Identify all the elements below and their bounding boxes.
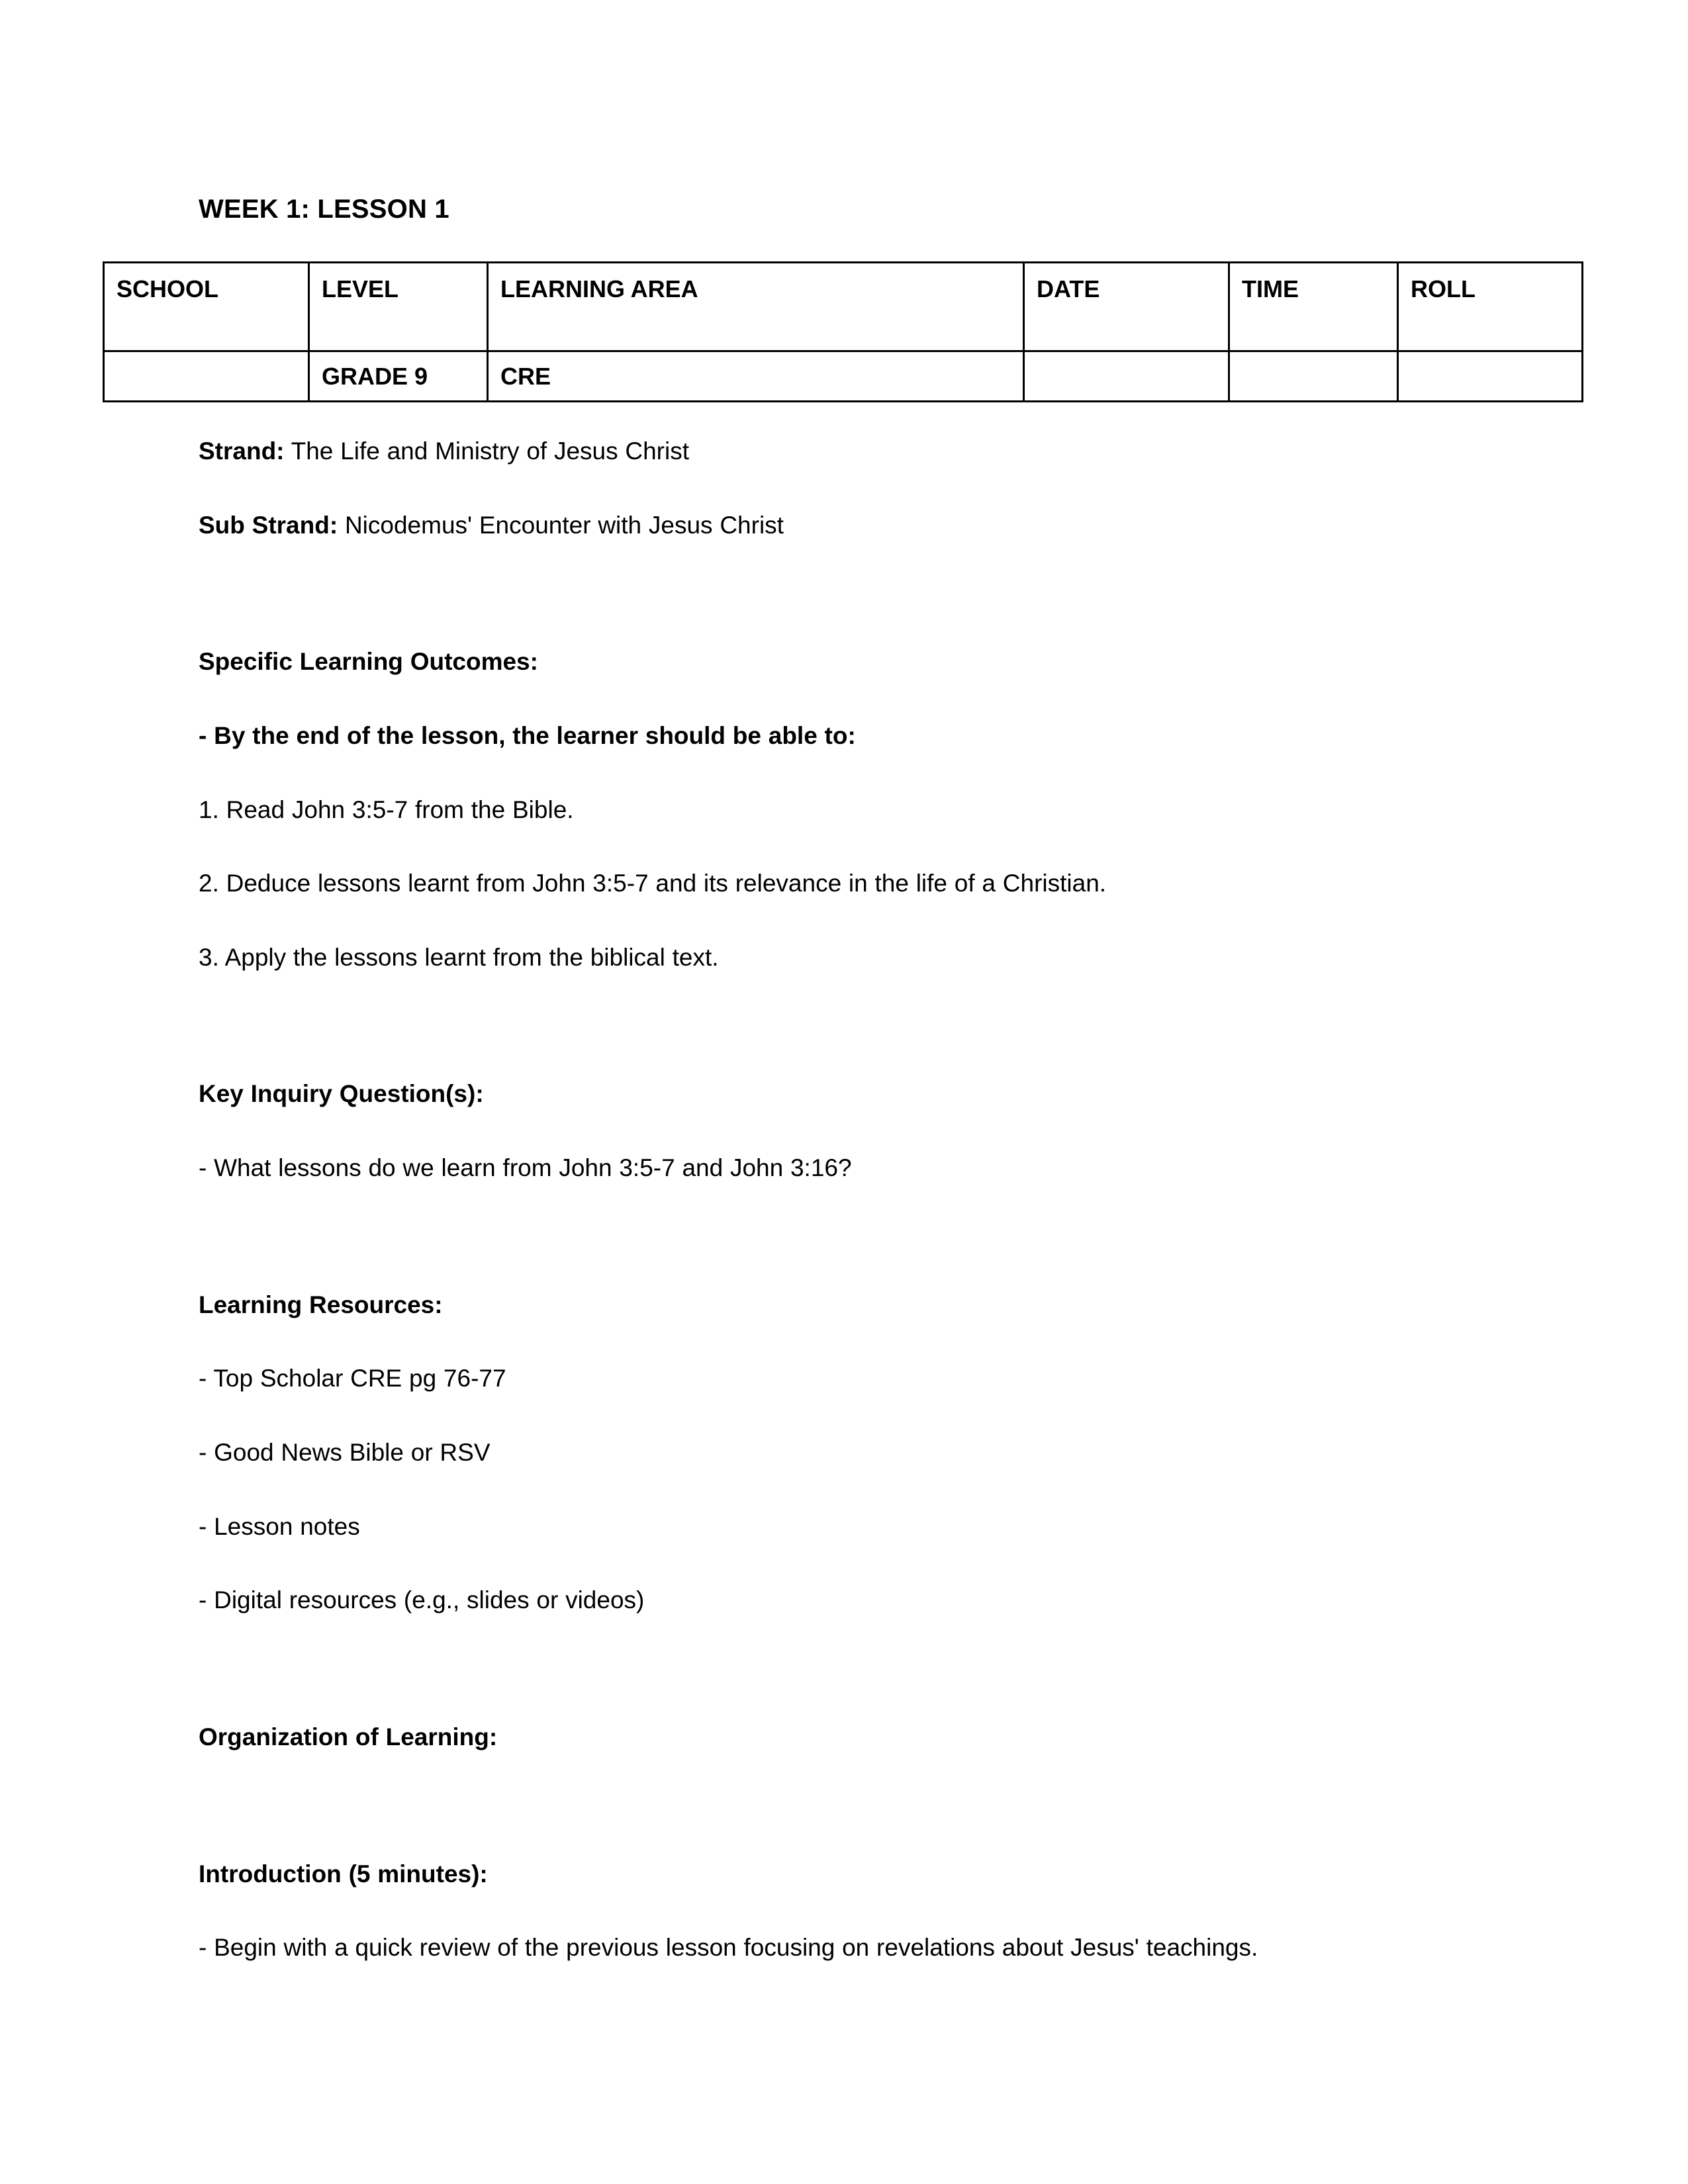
learning-outcomes-heading: Specific Learning Outcomes: (199, 648, 538, 676)
table-row (104, 351, 1583, 402)
introduction-heading: Introduction (5 minutes): (199, 1860, 488, 1888)
learning-resource-item: - Top Scholar CRE pg 76-77 (199, 1365, 506, 1392)
section-spacer (199, 1013, 1523, 1076)
page-title: WEEK 1: LESSON 1 (199, 195, 449, 224)
learning-resource-item: - Digital resources (e.g., slides or videos) (199, 1586, 645, 1614)
table-header-level: LEVEL (309, 263, 488, 351)
section-spacer (199, 1657, 1523, 1719)
table-cell-school (104, 351, 309, 402)
table-header-roll: ROLL (1398, 263, 1583, 351)
table-header-time: TIME (1229, 263, 1398, 351)
section-spacer (199, 1794, 1523, 1856)
table-cell-learning-area: CRE (488, 351, 1024, 402)
lesson-info-table (103, 261, 1583, 402)
table-header-learning-area: LEARNING AREA (488, 263, 1024, 351)
learning-outcomes-intro: - By the end of the lesson, the learner should be able to: (199, 721, 856, 749)
key-inquiry-heading: Key Inquiry Question(s): (199, 1080, 484, 1108)
strand-line (199, 433, 1523, 469)
learning-outcome-item: 1. Read John 3:5-7 from the Bible. (199, 796, 574, 823)
table-cell-date (1024, 351, 1229, 402)
organization-heading: Organization of Learning: (199, 1723, 498, 1751)
table-header-school: SCHOOL (104, 263, 309, 351)
learning-outcome-item: 2. Deduce lessons learnt from John 3:5-7 and its relevance in the life of a Christian. (199, 870, 1107, 897)
table-cell-level: GRADE 9 (309, 351, 488, 402)
document-body (199, 433, 1523, 2004)
sub-strand-line (199, 508, 1523, 543)
introduction-item: - Begin with a quick review of the previous lesson focusing on revelations about Jesus' teachings. (199, 1934, 1258, 1962)
learning-resource-item: - Lesson notes (199, 1512, 360, 1540)
strand-value: The Life and Ministry of Jesus Christ (284, 437, 690, 465)
key-inquiry-item: - What lessons do we learn from John 3:5-7 and John 3:16? (199, 1154, 852, 1182)
learning-resource-item: - Good News Bible or RSV (199, 1439, 491, 1467)
strand-label: Strand: (199, 437, 285, 465)
section-spacer (199, 581, 1523, 644)
sub-strand-label: Sub Strand: (199, 511, 338, 539)
table-cell-time (1229, 351, 1398, 402)
lesson-info-table-wrapper (103, 261, 1581, 402)
learning-resources-heading: Learning Resources: (199, 1291, 443, 1318)
table-row (104, 263, 1583, 351)
section-spacer (199, 1224, 1523, 1287)
table-header-date: DATE (1024, 263, 1229, 351)
learning-outcome-item: 3. Apply the lessons learnt from the biblical text. (199, 943, 719, 971)
sub-strand-value: Nicodemus' Encounter with Jesus Christ (338, 511, 784, 539)
table-cell-roll (1398, 351, 1583, 402)
document-header (199, 192, 1582, 226)
